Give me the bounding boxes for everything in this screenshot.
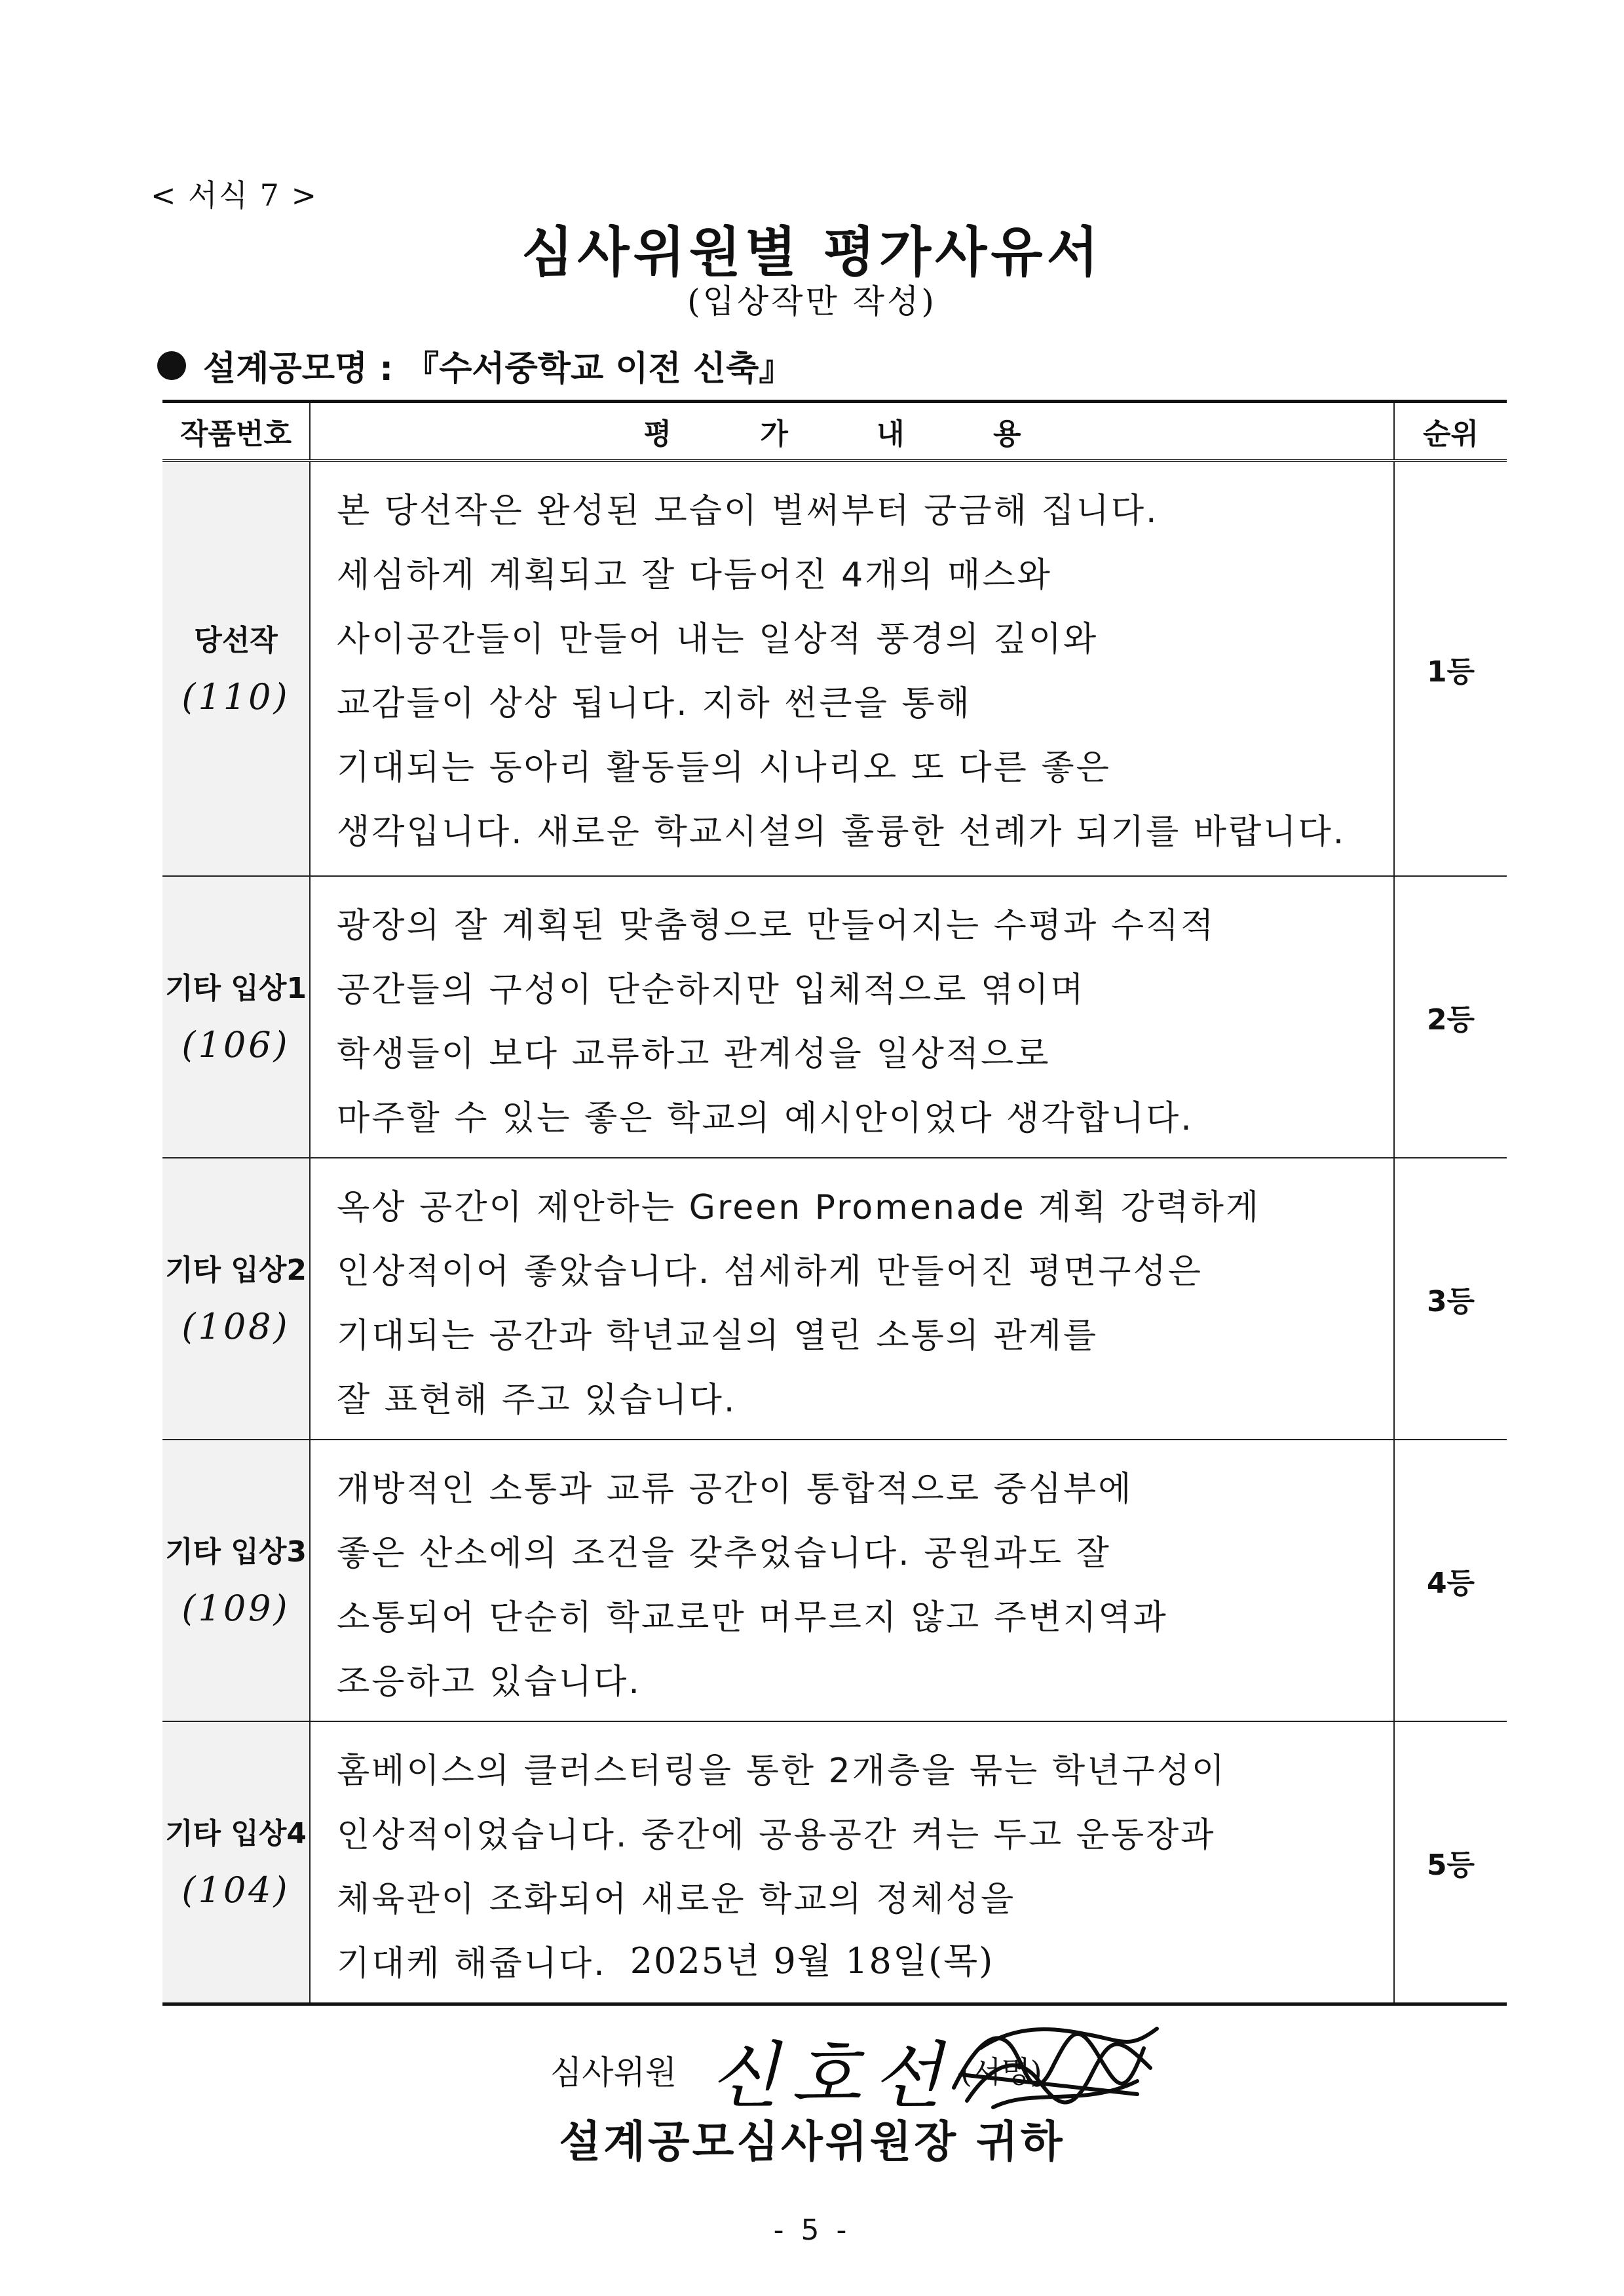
project-label: 설계공모명 : xyxy=(203,349,394,389)
header-entry-number: 작품번호 xyxy=(162,402,310,461)
evaluation-line: 인상적이었습니다. 중간에 공용공간 켜는 두고 운동장과 xyxy=(337,1816,1216,1855)
evaluation-line: 기대되는 동아리 활동들의 시나리오 또 다른 좋은 xyxy=(337,748,1111,788)
entry-category: 당선작 xyxy=(194,623,278,657)
entry-number: (110) xyxy=(181,676,290,718)
entry-number: (106) xyxy=(181,1024,290,1065)
sign-note: (서명) xyxy=(960,2054,1042,2090)
document-subtitle: (입상작만 작성) xyxy=(687,282,937,320)
entry-category: 기타 입상4 xyxy=(165,1817,307,1850)
handwritten-signature: 신호선 xyxy=(709,2034,954,2118)
evaluation-line: 인상적이어 좋았습니다. 섬세하게 만들어진 평면구성은 xyxy=(337,1252,1203,1292)
entry-category: 기타 입상3 xyxy=(165,1535,307,1569)
entry-cell xyxy=(162,876,310,1158)
evaluation-line: 조응하고 있습니다. xyxy=(337,1662,641,1702)
header-evaluation-content: 평 가 내 용 xyxy=(310,402,1394,461)
evaluation-line: 개방적인 소통과 교류 공간이 통합적으로 중심부에 xyxy=(337,1470,1133,1509)
entry-cell xyxy=(162,1440,310,1721)
rank-cell: 5등 xyxy=(1394,1721,1507,2004)
evaluation-text xyxy=(310,461,1394,876)
evaluation-line: 좋은 산소에의 조건을 갖추었습니다. 공원과도 잘 xyxy=(337,1534,1111,1573)
rank-cell: 1등 xyxy=(1394,461,1507,876)
entry-category: 기타 입상1 xyxy=(165,972,307,1005)
form-label: < 서식 7 > xyxy=(151,178,318,213)
entry-number: (104) xyxy=(181,1869,290,1911)
recipient-line: 설계공모심사위원장 귀하 xyxy=(559,2116,1065,2167)
signing-date: 2025년 9월 18일(목) xyxy=(630,1940,994,1981)
table-header-row xyxy=(162,402,1507,461)
evaluation-line: 본 당선작은 완성된 모습이 벌써부터 궁금해 집니다. xyxy=(337,491,1159,531)
entry-cell xyxy=(162,461,310,876)
evaluation-line: 홈베이스의 클러스터링을 통한 2개층을 묶는 학년구성이 xyxy=(337,1751,1227,1791)
page-number: - 5 - xyxy=(773,2213,851,2247)
evaluation-text xyxy=(310,1440,1394,1721)
rank-cell: 3등 xyxy=(1394,1158,1507,1440)
header-rank: 순위 xyxy=(1394,402,1507,461)
project-name: 『수서중학교 이전 신축』 xyxy=(405,349,793,389)
evaluation-line: 소통되어 단순히 학교로만 머무르지 않고 주변지역과 xyxy=(337,1598,1168,1637)
evaluation-line: 사이공간들이 만들어 내는 일상적 풍경의 깊이와 xyxy=(337,620,1099,659)
evaluation-line: 옥상 공간이 제안하는 Green Promenade 계획 강력하게 xyxy=(337,1188,1261,1227)
judge-label: 심사위원 xyxy=(550,2054,677,2092)
evaluation-line: 세심하게 계획되고 잘 다듬어진 4개의 매스와 xyxy=(337,556,1052,595)
evaluation-table xyxy=(162,400,1507,2006)
document-title: 심사위원별 평가사유서 xyxy=(521,221,1103,284)
evaluation-line: 교감들이 상상 됩니다. 지하 썬큰을 통해 xyxy=(337,684,972,723)
evaluation-line: 광장의 잘 계획된 맞춤형으로 만들어지는 수평과 수직적 xyxy=(337,906,1216,946)
entry-number: (108) xyxy=(181,1306,290,1347)
bullet-icon xyxy=(157,351,186,380)
evaluation-line: 마주할 수 있는 좋은 학교의 예시안이었다 생각합니다. xyxy=(337,1099,1194,1138)
rank-cell: 2등 xyxy=(1394,876,1507,1158)
entry-cell xyxy=(162,1158,310,1440)
table-row xyxy=(162,1158,1507,1440)
signature-mark xyxy=(960,2048,1042,2092)
table-row xyxy=(162,876,1507,1158)
entry-number: (109) xyxy=(181,1588,290,1629)
project-line xyxy=(157,341,793,390)
evaluation-text xyxy=(310,876,1394,1158)
evaluation-line: 체육관이 조화되어 새로운 학교의 정체성을 xyxy=(337,1880,1016,1919)
evaluation-text xyxy=(310,1158,1394,1440)
evaluation-line: 기대케 해줍니다. xyxy=(337,1944,607,1983)
rank-cell: 4등 xyxy=(1394,1440,1507,1721)
evaluation-line: 생각입니다. 새로운 학교시설의 훌륭한 선례가 되기를 바랍니다. xyxy=(337,813,1346,852)
table-row xyxy=(162,1440,1507,1721)
evaluation-line: 잘 표현해 주고 있습니다. xyxy=(337,1381,737,1420)
evaluation-line: 학생들이 보다 교류하고 관계성을 일상적으로 xyxy=(337,1035,1051,1074)
evaluation-line: 기대되는 공간과 학년교실의 열린 소통의 관계를 xyxy=(337,1316,1099,1356)
table-row xyxy=(162,461,1507,876)
evaluation-line: 공간들의 구성이 단순하지만 입체적으로 엮이며 xyxy=(337,970,1086,1010)
entry-category: 기타 입상2 xyxy=(165,1253,307,1287)
